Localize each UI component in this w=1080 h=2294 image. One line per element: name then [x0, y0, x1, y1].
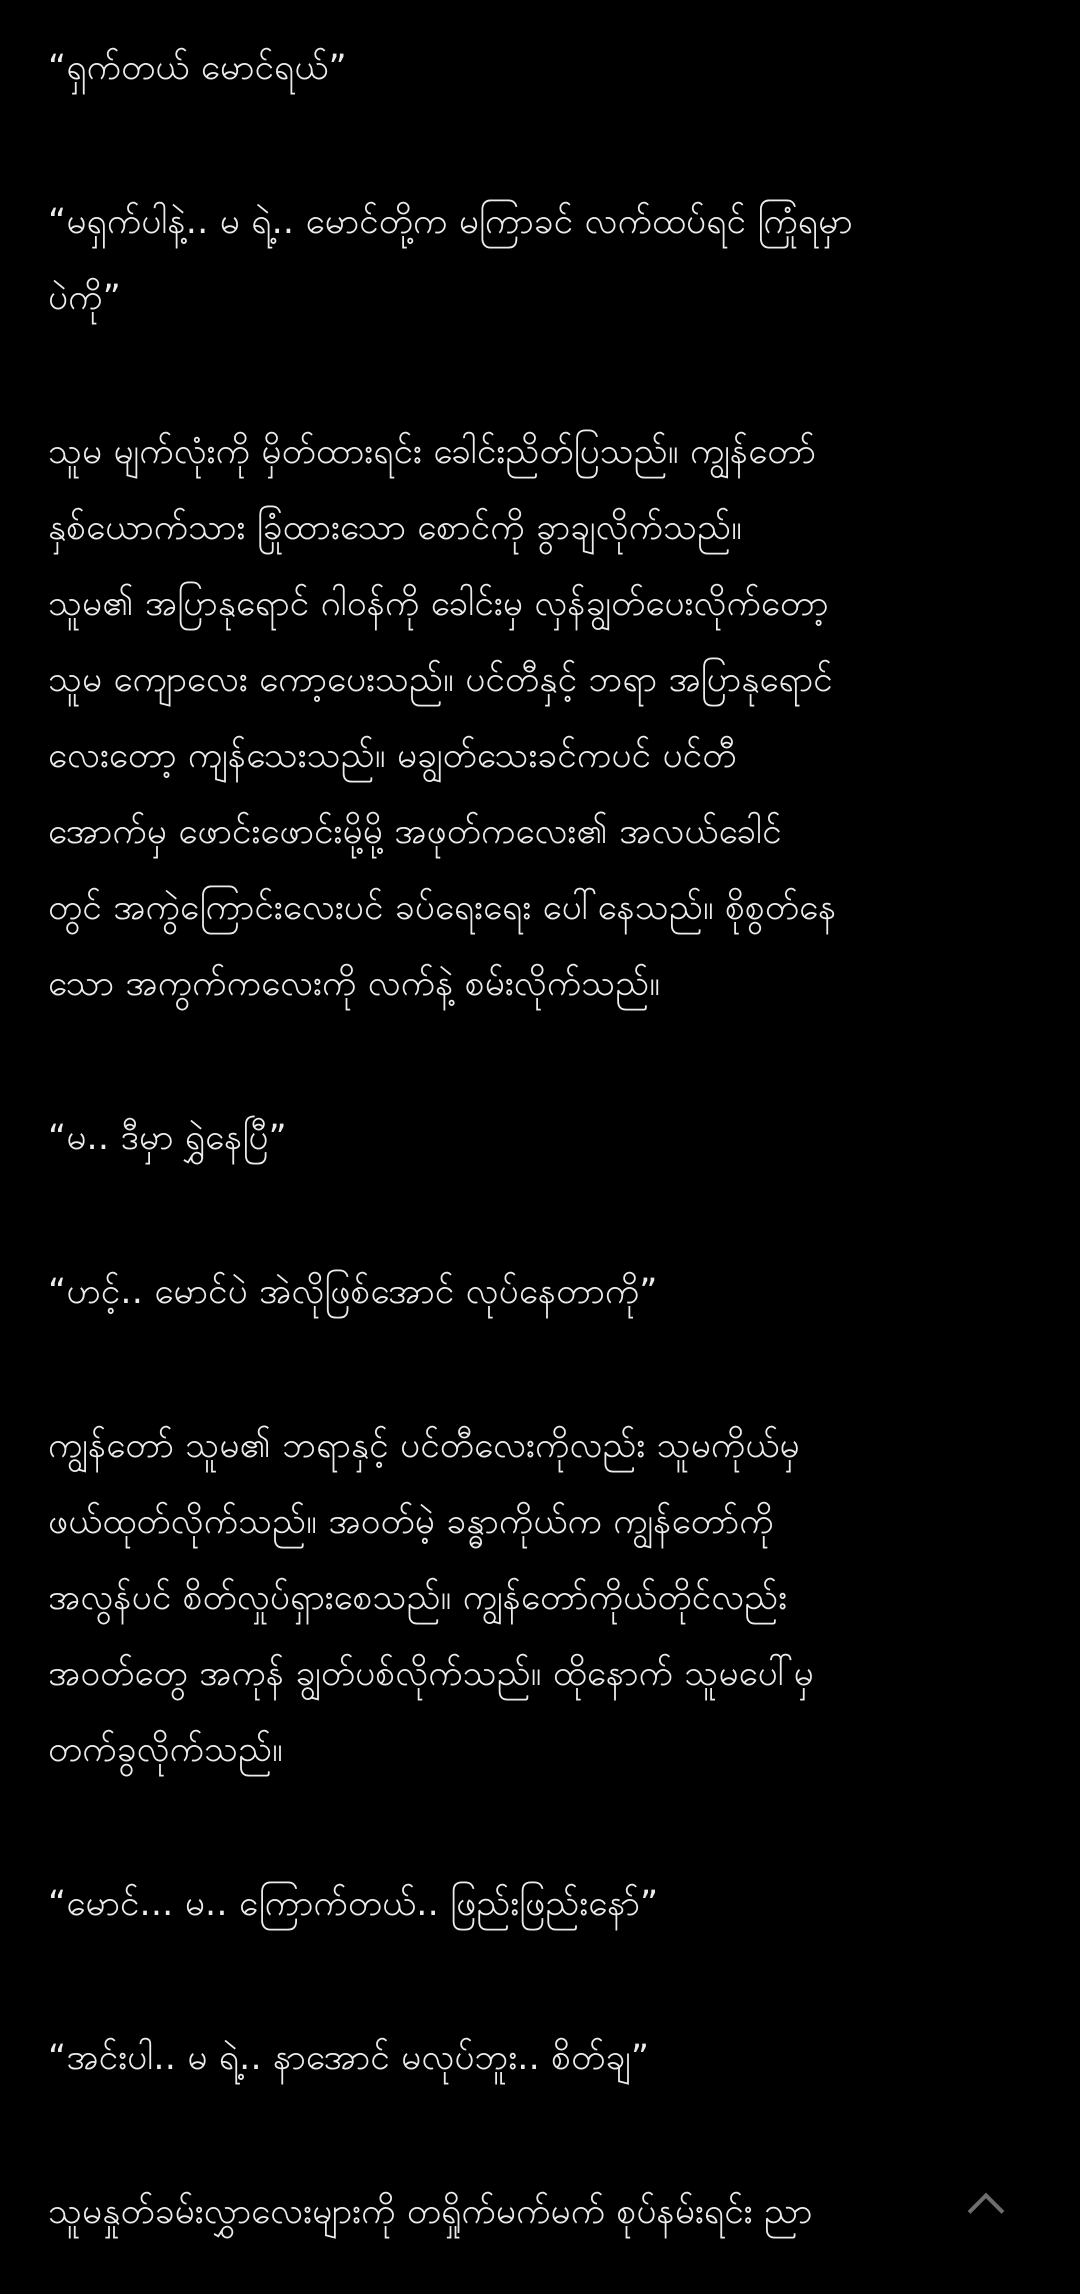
paragraph-gap	[48, 1942, 1038, 2020]
paragraph-gap	[48, 1788, 1038, 1866]
dialogue-line: “မရှက်ပါနဲ့.. မ ရဲ့.. မောင်တို့က မကြာခင် လက်ထပ်ရင် ကြုံရမှာ ပဲကို”	[48, 202, 853, 318]
narrative-paragraph: ကျွန်တော် သူမ၏ ဘရာနှင့် ပင်တီလေးကိုလည်း သူမကိုယ်မှ ဖယ်ထုတ်လိုက်သည်။ အဝတ်မဲ့ ခန္ဓာကိုယ်က ကျွန်တော်ကို အလွန်ပင် စိတ်လှုပ်ရှားစေသည်။ ကျွန်တော်ကိုယ်တိုင်လည်း အဝတ်တွေ အကုန် ချွတ်ပစ်လိုက်သည်။ ထိုနောက် သူမပေါ်မှ တက်ခွလိုက်သည်။	[48, 1426, 814, 1770]
paragraph-gap	[48, 336, 1038, 414]
scroll-to-top-button[interactable]	[956, 2174, 1016, 2234]
story-text	[48, 30, 1038, 2250]
dialogue-line: “မောင်... မ.. ကြောက်တယ်.. ဖြည်းဖြည်းနော်”	[48, 1884, 659, 1924]
narrative-paragraph: သူမ မျက်လုံးကို မှိတ်ထားရင်း ခေါင်းညိတ်ပြသည်။ ကျွန်တော် နှစ်ယောက်သား ခြုံထားသော စောင်ကို ခွာချလိုက်သည်။ သူမ၏ အပြာနုရောင် ဂါဝန်ကို ခေါင်းမှ လှန်ချွတ်ပေးလိုက်တော့ သူမ ကျောလေး ကော့ပေးသည်။ ပင်တီနှင့် ဘရာ အပြာနုရောင် လေးတော့ ကျန်သေးသည်။ မချွတ်သေးခင်ကပင် ပင်တီ အောက်မှ ဖောင်းဖောင်းမို့မို့ အဖုတ်ကလေး၏ အလယ်ခေါင် တွင် အကွဲကြောင်းလေးပင် ခပ်ရေးရေး ပေါ်နေသည်။ စိုစွတ်နေ သော အကွက်ကလေးကို လက်နဲ့ စမ်းလိုက်သည်။	[48, 432, 837, 1004]
narrative-paragraph: သူမနှုတ်ခမ်းလွှာလေးများကို တရှိုက်မက်မက် စုပ်နမ်းရင်း ညာ	[48, 2192, 813, 2232]
chevron-up-icon	[968, 2193, 1005, 2230]
dialogue-line: “အင်းပါ.. မ ရဲ့.. နာအောင် မလုပ်ဘူး.. စိတ်ချ”	[48, 2038, 650, 2078]
paragraph-gap	[48, 1176, 1038, 1254]
paragraph-gap	[48, 1022, 1038, 1100]
dialogue-line: “မ.. ဒီမှာ ရွှဲနေပြီ”	[48, 1118, 287, 1158]
paragraph-gap	[48, 106, 1038, 184]
paragraph-gap	[48, 2096, 1038, 2174]
dialogue-line: “ရှက်တယ် မောင်ရယ်”	[48, 48, 347, 88]
paragraph-gap	[48, 1330, 1038, 1408]
dialogue-line: “ဟင့်.. မောင်ပဲ အဲလိုဖြစ်အောင် လုပ်နေတာကို”	[48, 1272, 658, 1312]
